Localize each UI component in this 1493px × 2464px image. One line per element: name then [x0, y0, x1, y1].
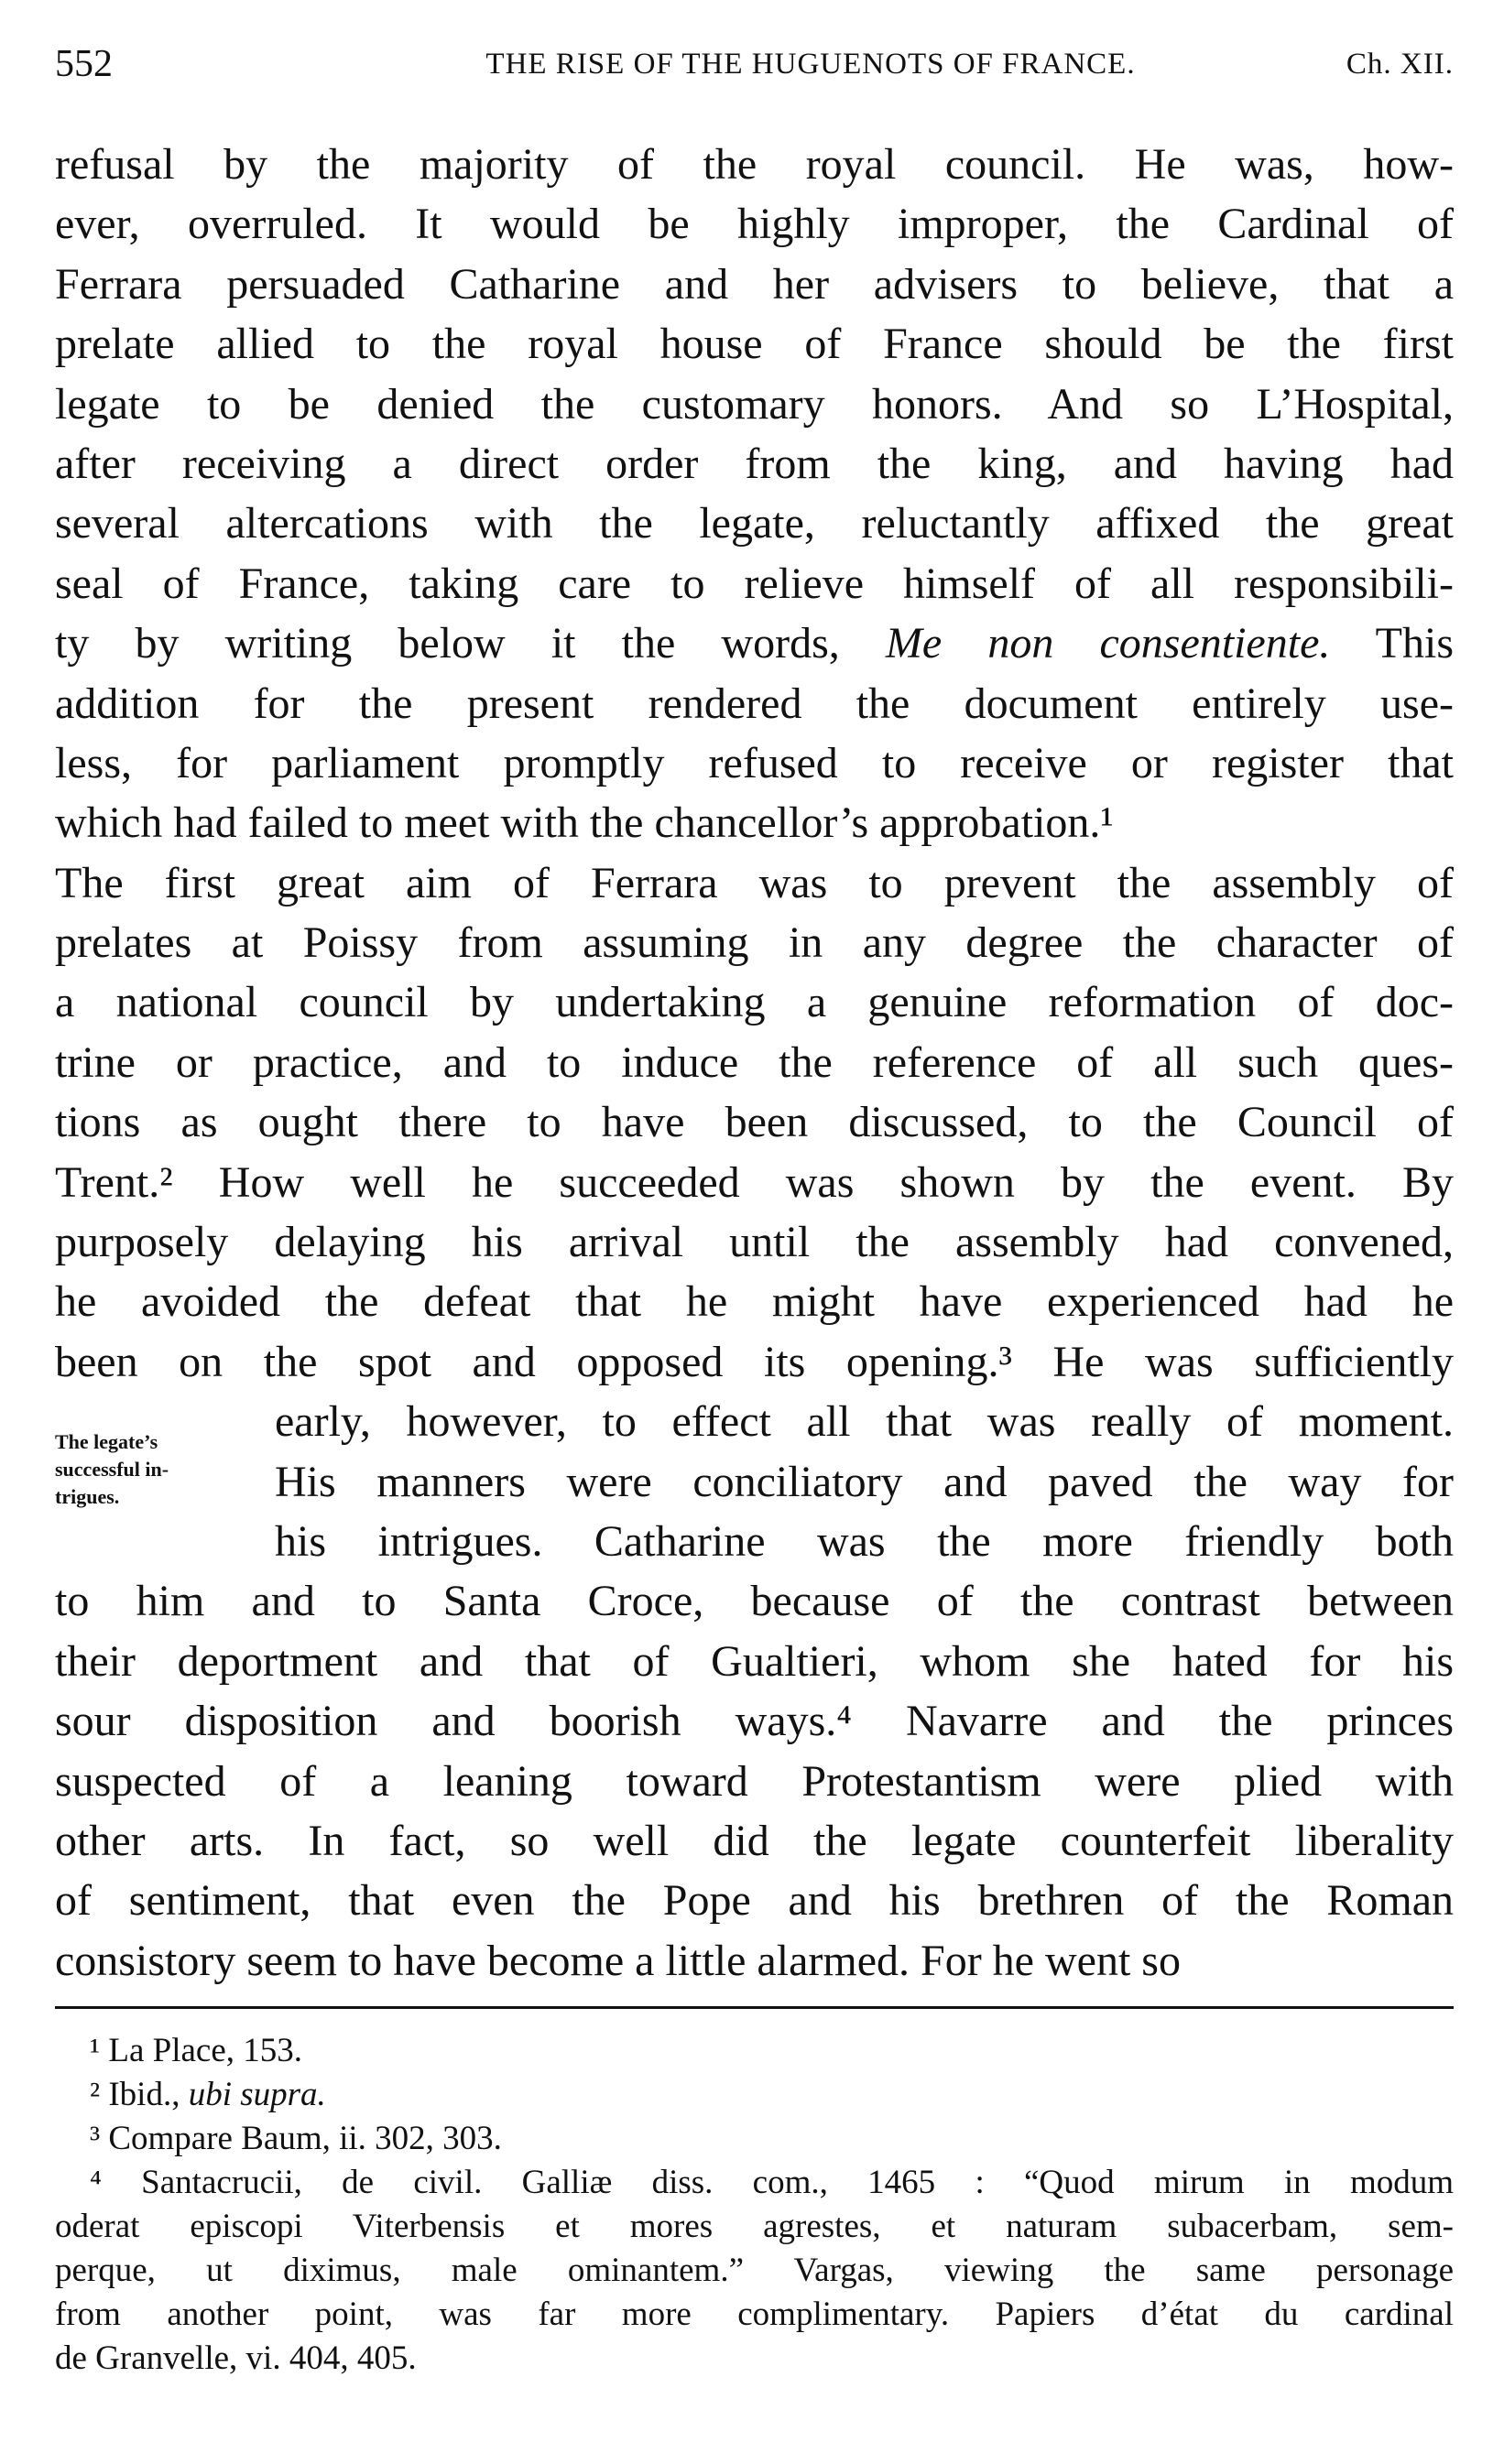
page-number: 552 — [55, 43, 113, 85]
running-title: THE RISE OF THE HUGUENOTS OF FRANCE. — [485, 48, 1136, 81]
body-line — [55, 1212, 1454, 1272]
body-line — [55, 1392, 1454, 1451]
footnote-4-line — [55, 2205, 1454, 2249]
body-line — [55, 613, 1454, 673]
body-line-text — [55, 613, 1454, 673]
footnote-divider — [55, 2006, 1454, 2009]
body-line — [55, 1931, 1454, 1991]
footnote-1: ¹ La Place, 153. — [90, 2032, 302, 2069]
body-line-text: after receiving a direct order from the king, and having had — [55, 439, 1454, 488]
body-line-text: trine or practice, and to induce the reference of all such ques- — [55, 1037, 1454, 1087]
footnote-3: ³ Compare Baum, ii. 302, 303. — [90, 2120, 502, 2157]
body-text — [55, 135, 1454, 1991]
body-line-text: The first great aim of Ferrara was to prevent the assembly of — [55, 858, 1454, 907]
body-line — [55, 913, 1454, 972]
body-line-text: to him and to Santa Croce, because of the contrast between — [55, 1577, 1454, 1626]
body-line-text: seal of France, taking care to relieve himself of all responsibili- — [55, 559, 1454, 608]
body-line — [55, 1153, 1454, 1212]
chapter-label: Ch. XII. — [1346, 48, 1454, 81]
footnote-4-text: from another point, was far more complimentary. Papiers d’état du cardinal — [55, 2296, 1454, 2333]
body-line — [55, 1452, 1454, 1512]
body-line — [55, 1752, 1454, 1811]
body-line — [55, 494, 1454, 553]
body-line — [55, 255, 1454, 314]
footnotes — [55, 2029, 1454, 2381]
body-line — [55, 1811, 1454, 1871]
body-line-text: addition for the present rendered the document entirely use- — [55, 678, 1454, 728]
body-line-text: suspected of a leaning toward Protestantism were plied with — [55, 1756, 1454, 1806]
body-line-text: less, for parliament promptly refused to receive or register that — [55, 738, 1454, 787]
body-line — [55, 1512, 1454, 1571]
body-line-text: several altercations with the legate, reluctantly affixed the great — [55, 499, 1454, 548]
footnote-2-text: ² Ibid., — [90, 2076, 180, 2113]
body-line — [55, 853, 1454, 913]
body-line — [55, 1691, 1454, 1751]
body-line — [55, 1332, 1454, 1392]
italic-phrase: Me non consentiente. — [885, 619, 1331, 668]
body-line-text: refusal by the majority of the royal council. He was, how- — [55, 140, 1454, 189]
body-line — [55, 314, 1454, 374]
margin-note-line: trigues. — [55, 1485, 120, 1508]
body-line-text: of sentiment, that even the Pope and his brethren of the Roman — [55, 1876, 1454, 1926]
footnote-4-text: perque, ut diximus, male ominantem.” Vargas, viewing the same personage — [55, 2252, 1454, 2289]
body-line — [55, 674, 1454, 733]
body-line-text: a national council by undertaking a genuine reformation of doc- — [55, 978, 1454, 1027]
body-line-text: prelates at Poissy from assuming in any degree the character of — [55, 918, 1454, 968]
body-line — [55, 135, 1454, 194]
body-line-text: legate to be denied the customary honors. And so L’Hospital, — [55, 379, 1454, 429]
body-line-text: been on the spot and opposed its opening.³ He was sufficiently — [55, 1337, 1454, 1386]
body-line — [55, 1033, 1454, 1092]
footnote-2-italic: ubi supra. — [188, 2076, 326, 2113]
margin-note — [55, 1428, 256, 1511]
body-line — [55, 194, 1454, 254]
body-line — [55, 793, 1454, 852]
footnote-4-text: de Granvelle, vi. 404, 405. — [55, 2339, 417, 2377]
body-line-text: prelate allied to the royal house of France should be the first — [55, 320, 1454, 369]
body-line-text: which had failed to meet with the chancellor’s approbation.¹ — [55, 798, 1114, 848]
body-line — [55, 733, 1454, 793]
body-line-text: consistory seem to have become a little alarmed. For he went so — [55, 1936, 1181, 1985]
body-line-text: early, however, to effect all that was really of moment. — [275, 1397, 1454, 1447]
body-line-text: other arts. In fact, so well did the legate counterfeit liberality — [55, 1816, 1454, 1865]
body-line-text: he avoided the defeat that he might have experienced had he — [55, 1277, 1454, 1327]
footnote-4-line — [55, 2293, 1454, 2337]
line-text: ty by writing below it the words, — [55, 619, 840, 668]
body-line-text: sour disposition and boorish ways.⁴ Navarre and the princes — [55, 1697, 1454, 1746]
body-line-text: his intrigues. Catharine was the more friendly both — [275, 1516, 1454, 1566]
body-line — [55, 1272, 1454, 1331]
body-line — [55, 1871, 1454, 1930]
margin-note-line: The legate’s — [55, 1430, 158, 1453]
body-line-text: tions as ought there to have been discussed, to the Council of — [55, 1098, 1454, 1147]
body-line — [55, 1571, 1454, 1631]
footnote-4-text: oderat episcopi Viterbensis et mores agrestes, et naturam subacerbam, sem- — [55, 2208, 1454, 2245]
footnote-4-line — [55, 2161, 1454, 2205]
margin-note-line: successful in- — [55, 1458, 169, 1481]
body-line-text: His manners were conciliatory and paved the way for — [275, 1457, 1454, 1506]
footnote-2 — [55, 2073, 1454, 2117]
body-line-text: ever, overruled. It would be highly improper, the Cardinal of — [55, 200, 1454, 249]
footnote-4-line — [55, 2249, 1454, 2293]
body-line — [55, 554, 1454, 613]
body-line-text: their deportment and that of Gualtieri, whom she hated for his — [55, 1636, 1454, 1686]
body-line — [55, 1092, 1454, 1152]
body-line — [55, 972, 1454, 1032]
body-line — [55, 1632, 1454, 1691]
body-line-text: Ferrara persuaded Catharine and her advisers to believe, that a — [55, 259, 1454, 309]
line-text: This — [1375, 619, 1455, 668]
body-line — [55, 434, 1454, 494]
body-line-text: Trent.² How well he succeeded was shown by the event. By — [55, 1157, 1454, 1207]
body-line — [55, 374, 1454, 434]
body-line-text: purposely delaying his arrival until the assembly had convened, — [55, 1218, 1454, 1267]
footnote-4-text: ⁴ Santacrucii, de civil. Galliæ diss. com., 1465 : “Quod mirum in modum — [90, 2164, 1454, 2201]
footnote-4-line — [55, 2337, 1454, 2381]
